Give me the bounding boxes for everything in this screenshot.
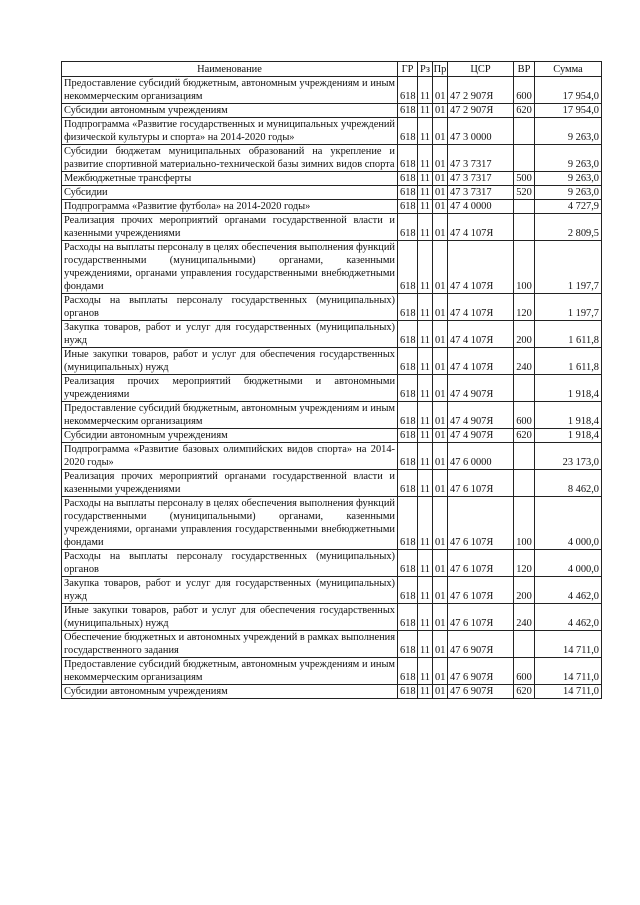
table-row xyxy=(62,172,602,186)
row-csr: 47 4 0000 xyxy=(448,200,514,214)
row-rz: 11 xyxy=(418,497,433,550)
table-row xyxy=(62,104,602,118)
row-csr: 47 6 107Я xyxy=(448,604,514,631)
col-header-rz: Рз xyxy=(418,62,433,77)
row-vr: 240 xyxy=(514,604,535,631)
row-csr: 47 4 907Я xyxy=(448,402,514,429)
row-sum: 2 809,5 xyxy=(535,214,602,241)
row-rz: 11 xyxy=(418,145,433,172)
row-name: Реализация прочих мероприятий органами государственной власти и казенными учреждениями xyxy=(62,470,398,497)
row-pr: 01 xyxy=(433,172,448,186)
row-vr xyxy=(514,118,535,145)
row-rz: 11 xyxy=(418,470,433,497)
col-header-csr: ЦСР xyxy=(448,62,514,77)
col-header-pr: Пр xyxy=(433,63,447,75)
row-name: Закупка товаров, работ и услуг для государственных (муниципальных) нужд xyxy=(62,577,398,604)
row-csr: 47 4 907Я xyxy=(448,429,514,443)
row-sum: 4 000,0 xyxy=(535,550,602,577)
col-header-name: Наименование xyxy=(62,62,398,77)
row-pr: 01 xyxy=(433,294,448,321)
row-sum: 14 711,0 xyxy=(535,631,602,658)
row-gr: 618 xyxy=(398,77,418,104)
row-rz: 11 xyxy=(418,631,433,658)
row-vr xyxy=(514,631,535,658)
row-pr: 01 xyxy=(433,214,448,241)
row-sum: 14 711,0 xyxy=(535,658,602,685)
row-vr: 620 xyxy=(514,685,535,699)
row-rz: 11 xyxy=(418,241,433,294)
row-vr: 120 xyxy=(514,550,535,577)
row-vr xyxy=(514,145,535,172)
row-pr: 01 xyxy=(433,470,448,497)
row-gr: 618 xyxy=(398,685,418,699)
row-pr: 01 xyxy=(433,186,448,200)
row-name: Подпрограмма «Развитие базовых олимпийских видов спорта» на 2014-2020 годы» xyxy=(62,443,398,470)
row-csr: 47 6 907Я xyxy=(448,685,514,699)
row-rz: 11 xyxy=(418,200,433,214)
row-csr: 47 6 107Я xyxy=(448,497,514,550)
row-rz: 11 xyxy=(418,104,433,118)
row-rz: 11 xyxy=(418,294,433,321)
row-sum: 9 263,0 xyxy=(535,145,602,172)
row-csr: 47 4 107Я xyxy=(448,348,514,375)
table-row xyxy=(62,429,602,443)
row-vr: 100 xyxy=(514,241,535,294)
row-rz: 11 xyxy=(418,186,433,200)
row-name: Иные закупки товаров, работ и услуг для обеспечения государственных (муниципальных) нужд xyxy=(62,604,398,631)
row-csr: 47 6 907Я xyxy=(448,631,514,658)
table-row xyxy=(62,214,602,241)
row-rz: 11 xyxy=(418,375,433,402)
row-vr: 120 xyxy=(514,294,535,321)
col-header-sum: Сумма xyxy=(535,62,602,77)
row-rz: 11 xyxy=(418,172,433,186)
row-pr: 01 xyxy=(433,685,448,699)
row-pr: 01 xyxy=(433,104,448,118)
row-name: Предоставление субсидий бюджетным, автономным учреждениям и иным некоммерческим организациям xyxy=(62,402,398,429)
row-sum: 4 727,9 xyxy=(535,200,602,214)
row-csr: 47 3 0000 xyxy=(448,118,514,145)
table-row xyxy=(62,145,602,172)
row-vr xyxy=(514,214,535,241)
row-gr: 618 xyxy=(398,104,418,118)
row-gr: 618 xyxy=(398,658,418,685)
row-sum: 1 197,7 xyxy=(535,294,602,321)
row-rz: 11 xyxy=(418,118,433,145)
row-name: Обеспечение бюджетных и автономных учреждений в рамках выполнения государственного задания xyxy=(62,631,398,658)
row-pr: 01 xyxy=(433,375,448,402)
row-rz: 11 xyxy=(418,604,433,631)
row-name: Предоставление субсидий бюджетным, автономным учреждениям и иным некоммерческим организациям xyxy=(62,77,398,104)
table-row xyxy=(62,200,602,214)
row-pr: 01 xyxy=(433,402,448,429)
row-sum: 17 954,0 xyxy=(535,77,602,104)
row-vr: 500 xyxy=(514,172,535,186)
row-gr: 618 xyxy=(398,550,418,577)
row-pr: 01 xyxy=(433,631,448,658)
row-rz: 11 xyxy=(418,658,433,685)
row-sum: 17 954,0 xyxy=(535,104,602,118)
row-vr: 600 xyxy=(514,77,535,104)
row-gr: 618 xyxy=(398,443,418,470)
row-vr xyxy=(514,375,535,402)
table-row xyxy=(62,550,602,577)
row-sum: 9 263,0 xyxy=(535,118,602,145)
row-sum: 23 173,0 xyxy=(535,443,602,470)
row-vr: 620 xyxy=(514,104,535,118)
row-pr: 01 xyxy=(433,145,448,172)
row-gr: 618 xyxy=(398,172,418,186)
row-csr: 47 6 107Я xyxy=(448,550,514,577)
row-gr: 618 xyxy=(398,118,418,145)
row-sum: 9 263,0 xyxy=(535,172,602,186)
row-name: Расходы на выплаты персоналу в целях обеспечения выполнения функций государственными (муниципальными) органами, казенными учреждениями, органами управления государственными внебюджетными фондами xyxy=(62,497,398,550)
row-gr: 618 xyxy=(398,402,418,429)
row-csr: 47 2 907Я xyxy=(448,77,514,104)
row-name: Субсидии автономным учреждениям xyxy=(62,685,398,699)
row-name: Подпрограмма «Развитие футбола» на 2014-2020 годы» xyxy=(62,200,398,214)
row-rz: 11 xyxy=(418,550,433,577)
row-pr: 01 xyxy=(433,321,448,348)
row-csr: 47 6 0000 xyxy=(448,443,514,470)
row-gr: 618 xyxy=(398,186,418,200)
col-header-gr: ГР xyxy=(398,62,418,77)
row-sum: 4 000,0 xyxy=(535,497,602,550)
row-pr: 01 xyxy=(433,658,448,685)
table-row xyxy=(62,402,602,429)
table-row xyxy=(62,631,602,658)
row-rz: 11 xyxy=(418,577,433,604)
table-row xyxy=(62,470,602,497)
table-row xyxy=(62,118,602,145)
row-name: Субсидии бюджетам муниципальных образований на укрепление и развитие спортивной материально-технической базы зимних видов спорта xyxy=(62,145,398,172)
table-row xyxy=(62,375,602,402)
row-gr: 618 xyxy=(398,294,418,321)
row-sum: 1 918,4 xyxy=(535,402,602,429)
row-gr: 618 xyxy=(398,497,418,550)
row-sum: 4 462,0 xyxy=(535,604,602,631)
row-pr: 01 xyxy=(433,77,448,104)
table-row xyxy=(62,321,602,348)
row-rz: 11 xyxy=(418,321,433,348)
row-pr: 01 xyxy=(433,443,448,470)
row-vr: 600 xyxy=(514,658,535,685)
row-gr: 618 xyxy=(398,348,418,375)
row-pr: 01 xyxy=(433,497,448,550)
row-gr: 618 xyxy=(398,631,418,658)
row-vr: 240 xyxy=(514,348,535,375)
row-gr: 618 xyxy=(398,145,418,172)
row-rz: 11 xyxy=(418,214,433,241)
row-csr: 47 3 7317 xyxy=(448,186,514,200)
row-csr: 47 4 107Я xyxy=(448,321,514,348)
table-row xyxy=(62,294,602,321)
table-row xyxy=(62,77,602,104)
row-vr xyxy=(514,443,535,470)
row-name: Расходы на выплаты персоналу в целях обеспечения выполнения функций государственными (муниципальными) органами, казенными учреждениями, органами управления государственными внебюджетными фондами xyxy=(62,241,398,294)
row-rz: 11 xyxy=(418,685,433,699)
row-rz: 11 xyxy=(418,443,433,470)
table-row xyxy=(62,658,602,685)
row-gr: 618 xyxy=(398,604,418,631)
row-vr: 200 xyxy=(514,577,535,604)
row-gr: 618 xyxy=(398,321,418,348)
row-name: Подпрограмма «Развитие государственных и муниципальных учреждений физической культуры и спорта» на 2014-2020 годы» xyxy=(62,118,398,145)
row-csr: 47 2 907Я xyxy=(448,104,514,118)
row-name: Расходы на выплаты персоналу государственных (муниципальных) органов xyxy=(62,550,398,577)
row-vr: 620 xyxy=(514,429,535,443)
row-name: Закупка товаров, работ и услуг для государственных (муниципальных) нужд xyxy=(62,321,398,348)
row-sum: 1 611,8 xyxy=(535,321,602,348)
row-gr: 618 xyxy=(398,577,418,604)
row-name: Реализация прочих мероприятий органами государственной власти и казенными учреждениями xyxy=(62,214,398,241)
row-gr: 618 xyxy=(398,241,418,294)
row-rz: 11 xyxy=(418,402,433,429)
row-rz: 11 xyxy=(418,77,433,104)
row-sum: 1 918,4 xyxy=(535,375,602,402)
row-name: Иные закупки товаров, работ и услуг для обеспечения государственных (муниципальных) нужд xyxy=(62,348,398,375)
row-pr: 01 xyxy=(433,550,448,577)
row-pr: 01 xyxy=(433,577,448,604)
row-sum: 1 197,7 xyxy=(535,241,602,294)
row-csr: 47 4 107Я xyxy=(448,294,514,321)
row-csr: 47 4 907Я xyxy=(448,375,514,402)
row-pr: 01 xyxy=(433,118,448,145)
row-name: Межбюджетные трансферты xyxy=(62,172,398,186)
row-sum: 14 711,0 xyxy=(535,685,602,699)
budget-table-page xyxy=(61,61,602,699)
col-header-vr: ВР xyxy=(514,62,535,77)
row-name: Расходы на выплаты персоналу государственных (муниципальных) органов xyxy=(62,294,398,321)
table-row xyxy=(62,348,602,375)
row-rz: 11 xyxy=(418,348,433,375)
row-name: Предоставление субсидий бюджетным, автономным учреждениям и иным некоммерческим организациям xyxy=(62,658,398,685)
row-vr xyxy=(514,470,535,497)
row-sum: 8 462,0 xyxy=(535,470,602,497)
row-gr: 618 xyxy=(398,200,418,214)
row-csr: 47 6 107Я xyxy=(448,470,514,497)
row-sum: 1 611,8 xyxy=(535,348,602,375)
row-sum: 1 918,4 xyxy=(535,429,602,443)
row-gr: 618 xyxy=(398,429,418,443)
table-row xyxy=(62,685,602,699)
row-csr: 47 4 107Я xyxy=(448,214,514,241)
row-vr: 200 xyxy=(514,321,535,348)
row-name: Субсидии автономным учреждениям xyxy=(62,104,398,118)
row-sum: 4 462,0 xyxy=(535,577,602,604)
row-gr: 618 xyxy=(398,470,418,497)
row-csr: 47 3 7317 xyxy=(448,145,514,172)
row-pr: 01 xyxy=(433,604,448,631)
row-name: Субсидии xyxy=(62,186,398,200)
row-csr: 47 6 907Я xyxy=(448,658,514,685)
table-body xyxy=(62,77,602,699)
table-row xyxy=(62,604,602,631)
row-vr xyxy=(514,200,535,214)
row-gr: 618 xyxy=(398,375,418,402)
table-row xyxy=(62,186,602,200)
row-pr: 01 xyxy=(433,241,448,294)
budget-table xyxy=(61,61,602,699)
row-sum: 9 263,0 xyxy=(535,186,602,200)
row-pr: 01 xyxy=(433,200,448,214)
row-vr: 600 xyxy=(514,402,535,429)
row-gr: 618 xyxy=(398,214,418,241)
row-csr: 47 6 107Я xyxy=(448,577,514,604)
row-vr: 520 xyxy=(514,186,535,200)
header-row xyxy=(62,62,602,77)
row-vr: 100 xyxy=(514,497,535,550)
row-csr: 47 3 7317 xyxy=(448,172,514,186)
table-row xyxy=(62,241,602,294)
row-pr: 01 xyxy=(433,429,448,443)
table-row xyxy=(62,443,602,470)
row-name: Реализация прочих мероприятий бюджетными и автономными учреждениями xyxy=(62,375,398,402)
row-rz: 11 xyxy=(418,429,433,443)
table-row xyxy=(62,497,602,550)
row-name: Субсидии автономным учреждениям xyxy=(62,429,398,443)
row-pr: 01 xyxy=(433,348,448,375)
row-csr: 47 4 107Я xyxy=(448,241,514,294)
table-row xyxy=(62,577,602,604)
